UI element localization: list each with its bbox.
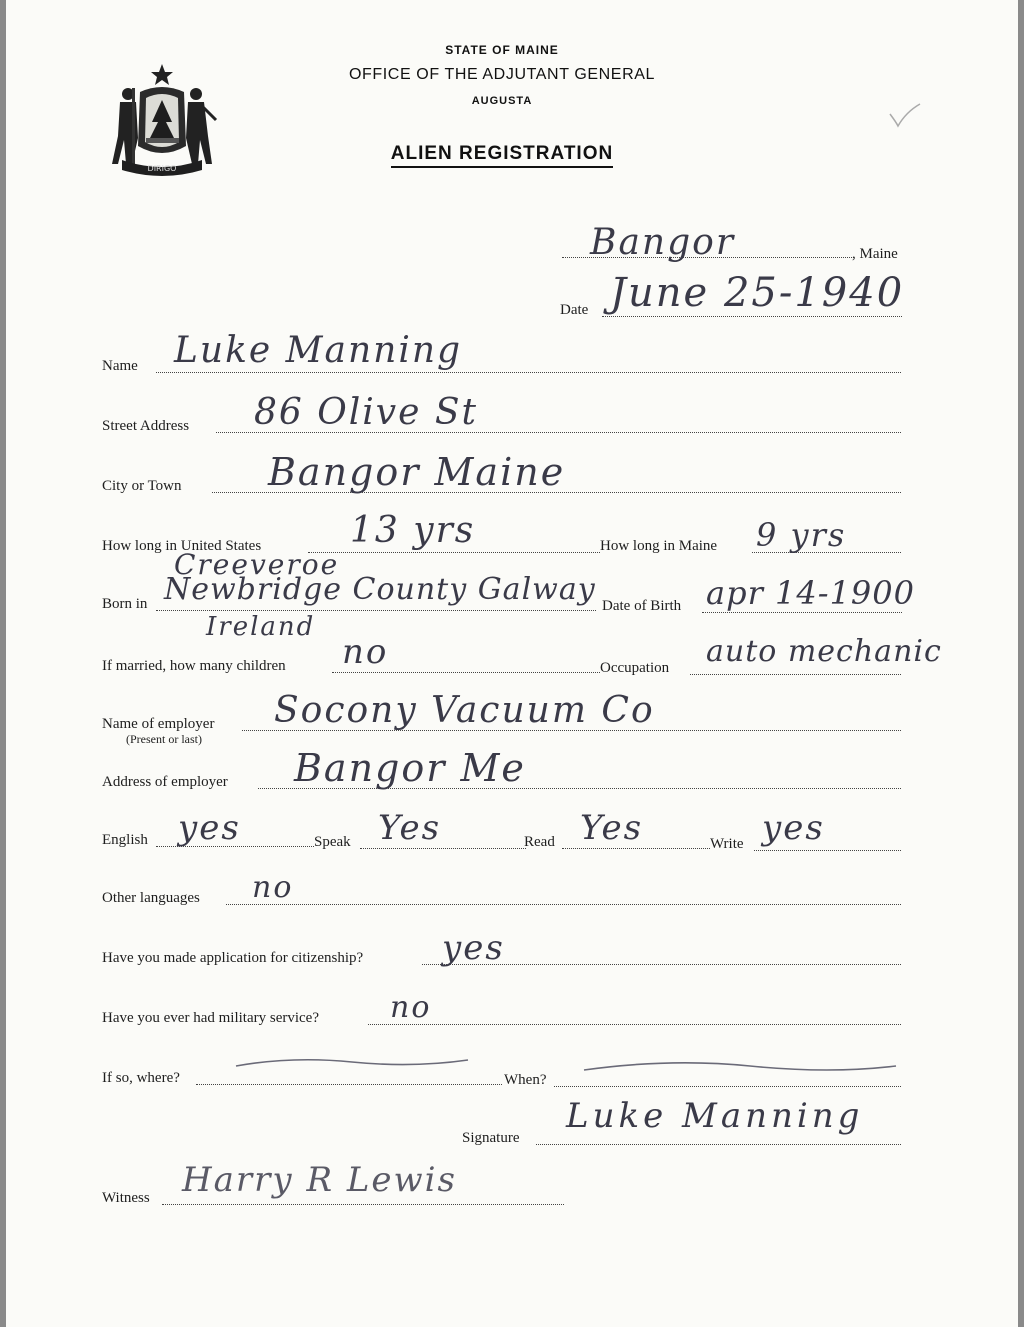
registration-form bbox=[6, 0, 1018, 1327]
name-label: Name bbox=[102, 358, 138, 374]
witness-value: Harry R Lewis bbox=[182, 1160, 457, 1200]
how-long-maine-value: 9 yrs bbox=[756, 516, 847, 554]
how-long-maine-label: How long in Maine bbox=[600, 538, 718, 554]
military-label: Have you ever had military service? bbox=[102, 1010, 319, 1026]
form-title: ALIEN REGISTRATION bbox=[0, 143, 1008, 165]
born-in-line1: Creeveroe bbox=[174, 548, 340, 581]
employer-address-value: Bangor Me bbox=[294, 746, 526, 790]
dob-value: apr 14-1900 bbox=[706, 574, 915, 612]
occupation-value: auto mechanic bbox=[706, 634, 942, 669]
employer-sublabel: (Present or last) bbox=[126, 732, 202, 746]
born-in-line3: Ireland bbox=[206, 612, 316, 642]
street-label: Street Address bbox=[102, 418, 190, 434]
born-in-label: Born in bbox=[102, 596, 148, 612]
where-dash-mark bbox=[232, 1052, 472, 1076]
place-value: Bangor bbox=[590, 222, 736, 263]
date-value: June 25-1940 bbox=[610, 270, 905, 316]
check-mark-icon bbox=[886, 100, 926, 130]
speak-value: Yes bbox=[378, 808, 442, 848]
citizenship-label: Have you made application for citizenship? bbox=[102, 950, 364, 966]
english-label: English bbox=[102, 832, 148, 848]
office-heading: OFFICE OF THE ADJUTANT GENERAL bbox=[348, 66, 656, 83]
name-value: Luke Manning bbox=[174, 330, 463, 371]
svg-text:DIRIGO: DIRIGO bbox=[147, 164, 177, 173]
employer-label: Name of employer bbox=[102, 716, 215, 732]
write-label: Write bbox=[710, 836, 744, 852]
state-heading: STATE OF MAINE bbox=[445, 43, 559, 57]
read-value: Yes bbox=[580, 808, 644, 848]
signature-label: Signature bbox=[462, 1130, 520, 1146]
born-in-line2: Newbridge County Galway bbox=[164, 572, 596, 607]
witness-label: Witness bbox=[102, 1190, 150, 1206]
speak-label: Speak bbox=[314, 834, 351, 850]
dob-label: Date of Birth bbox=[602, 598, 682, 614]
where-label: If so, where? bbox=[102, 1070, 180, 1086]
other-languages-value: no bbox=[252, 870, 294, 905]
date-label: Date bbox=[560, 302, 589, 318]
when-dash-mark bbox=[580, 1056, 900, 1080]
occupation-label: Occupation bbox=[600, 660, 670, 676]
city-heading: AUGUSTA bbox=[471, 95, 533, 107]
how-long-us-label: How long in United States bbox=[102, 538, 262, 554]
city-value: Bangor Maine bbox=[268, 450, 566, 494]
signature-value: Luke Manning bbox=[566, 1096, 864, 1136]
military-value: no bbox=[390, 990, 432, 1025]
english-value: yes bbox=[178, 808, 241, 848]
employer-value: Socony Vacuum Co bbox=[274, 690, 655, 731]
how-long-us-value: 13 yrs bbox=[350, 510, 476, 551]
city-label: City or Town bbox=[102, 478, 182, 494]
employer-address-label: Address of employer bbox=[102, 774, 228, 790]
street-value: 86 Olive St bbox=[254, 392, 479, 433]
when-label: When? bbox=[504, 1072, 547, 1088]
write-value: yes bbox=[762, 808, 825, 848]
other-languages-label: Other languages bbox=[102, 890, 200, 906]
children-label: If married, how many children bbox=[102, 658, 286, 674]
place-suffix: , Maine bbox=[852, 246, 898, 262]
citizenship-value: yes bbox=[442, 928, 505, 968]
children-value: no bbox=[342, 632, 389, 672]
read-label: Read bbox=[524, 834, 555, 850]
